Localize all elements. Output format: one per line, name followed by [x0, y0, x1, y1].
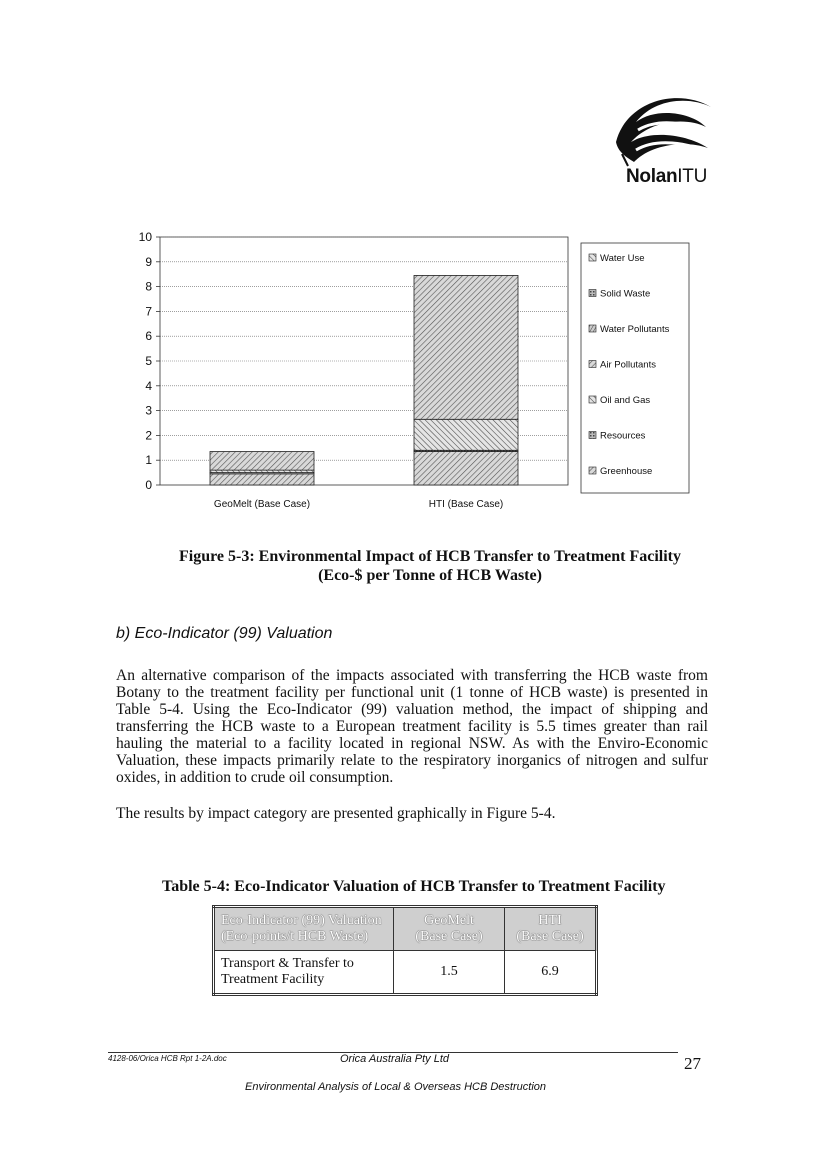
legend-label: Air Pollutants [600, 359, 656, 371]
table-row [214, 951, 597, 995]
eco-indicator-table [212, 905, 598, 996]
y-tick-label: 0 [145, 478, 152, 492]
legend-label: Oil and Gas [600, 395, 651, 406]
table-header-valuation: Eco-Indicator (99) Valuation (Eco-points/t HCB Waste) [214, 907, 394, 951]
body-paragraph-2: The results by impact category are presented graphically in Figure 5-4. [116, 805, 556, 822]
footer-company: Orica Australia Pty Ltd [340, 1053, 450, 1065]
legend-swatch [589, 290, 596, 297]
x-tick-label: HTI (Base Case) [428, 499, 504, 510]
page-number: 27 [684, 1054, 701, 1073]
y-tick-label: 10 [138, 230, 152, 244]
figure-caption-line2: (Eco-$ per Tonne of HCB Waste) [318, 567, 542, 584]
bar-segment-greenhouse [414, 452, 518, 485]
y-tick-label: 9 [145, 254, 152, 269]
y-tick-label: 2 [145, 428, 152, 443]
x-tick-label: GeoMelt (Base Case) [213, 499, 311, 510]
legend-swatch [589, 396, 596, 403]
legend-swatch [589, 361, 596, 368]
bar-segment-greenhouse [210, 474, 314, 485]
legend-swatch [589, 467, 596, 474]
y-tick-label: 7 [145, 304, 152, 319]
legend-swatch [589, 432, 596, 439]
table-cell-geomelt: 1.5 [394, 951, 505, 995]
y-tick-label: 3 [145, 403, 152, 418]
bar-segment-oil-and-gas [414, 419, 518, 450]
y-tick-label: 8 [145, 279, 152, 294]
legend-label: Solid Waste [600, 288, 651, 300]
legend-label: Water Pollutants [600, 324, 670, 335]
table-header-hti: HTI (Base Case) [505, 907, 597, 951]
footer-file-name: 4128-06/Orica HCB Rpt 1-2A.doc [108, 1054, 227, 1063]
bar-segment-air-pollutants [210, 452, 314, 471]
chart-legend [581, 243, 689, 493]
legend-swatch [589, 325, 596, 332]
y-tick-label: 1 [145, 453, 152, 468]
logo-text: NolanITU [626, 166, 707, 187]
legend-label: Resources [600, 430, 646, 442]
chart-bars [210, 275, 518, 485]
y-tick-label: 5 [145, 354, 152, 368]
y-tick-label: 4 [145, 378, 152, 393]
bar-segment-air-pollutants [414, 275, 518, 419]
table-header-geomelt: GeoMelt (Base Case) [394, 907, 505, 951]
body-paragraph-1: An alternative comparison of the impacts associated with transferring the HCB waste from Botany to the treatment facility per functional unit (1 tonne of HCB waste) is presented in Table 5-4. Using the Eco-Indicator (99) valuation method, the impact of shipping and transferring the HCB waste to a European treatment facility is 5.5 times greater than rail hauling the material to a facility located in regional NSW. As with the Enviro-Economic Valuation, these impacts primarily relate to the respiratory inorganics of nitrogen and sulfur oxides, in addition to crude oil consumption. [116, 667, 708, 786]
legend-swatch [589, 254, 596, 261]
footer-subtitle: Environmental Analysis of Local & Overseas HCB Destruction [245, 1081, 546, 1093]
table-title: Table 5-4: Eco-Indicator Valuation of HCB Transfer to Treatment Facility [162, 878, 666, 895]
table-cell-hti: 6.9 [505, 951, 597, 995]
legend-label: Greenhouse [600, 466, 653, 477]
legend-label: Water Use [600, 253, 645, 264]
y-tick-label: 6 [145, 329, 152, 344]
stacked-bar-chart [128, 225, 698, 515]
table-header-row [214, 907, 597, 951]
figure-caption-line1: Figure 5-3: Environmental Impact of HCB Transfer to Treatment Facility [178, 548, 682, 565]
section-title: b) Eco-Indicator (99) Valuation [116, 625, 333, 642]
table-row-label: Transport & Transfer to Treatment Facility [214, 951, 394, 995]
